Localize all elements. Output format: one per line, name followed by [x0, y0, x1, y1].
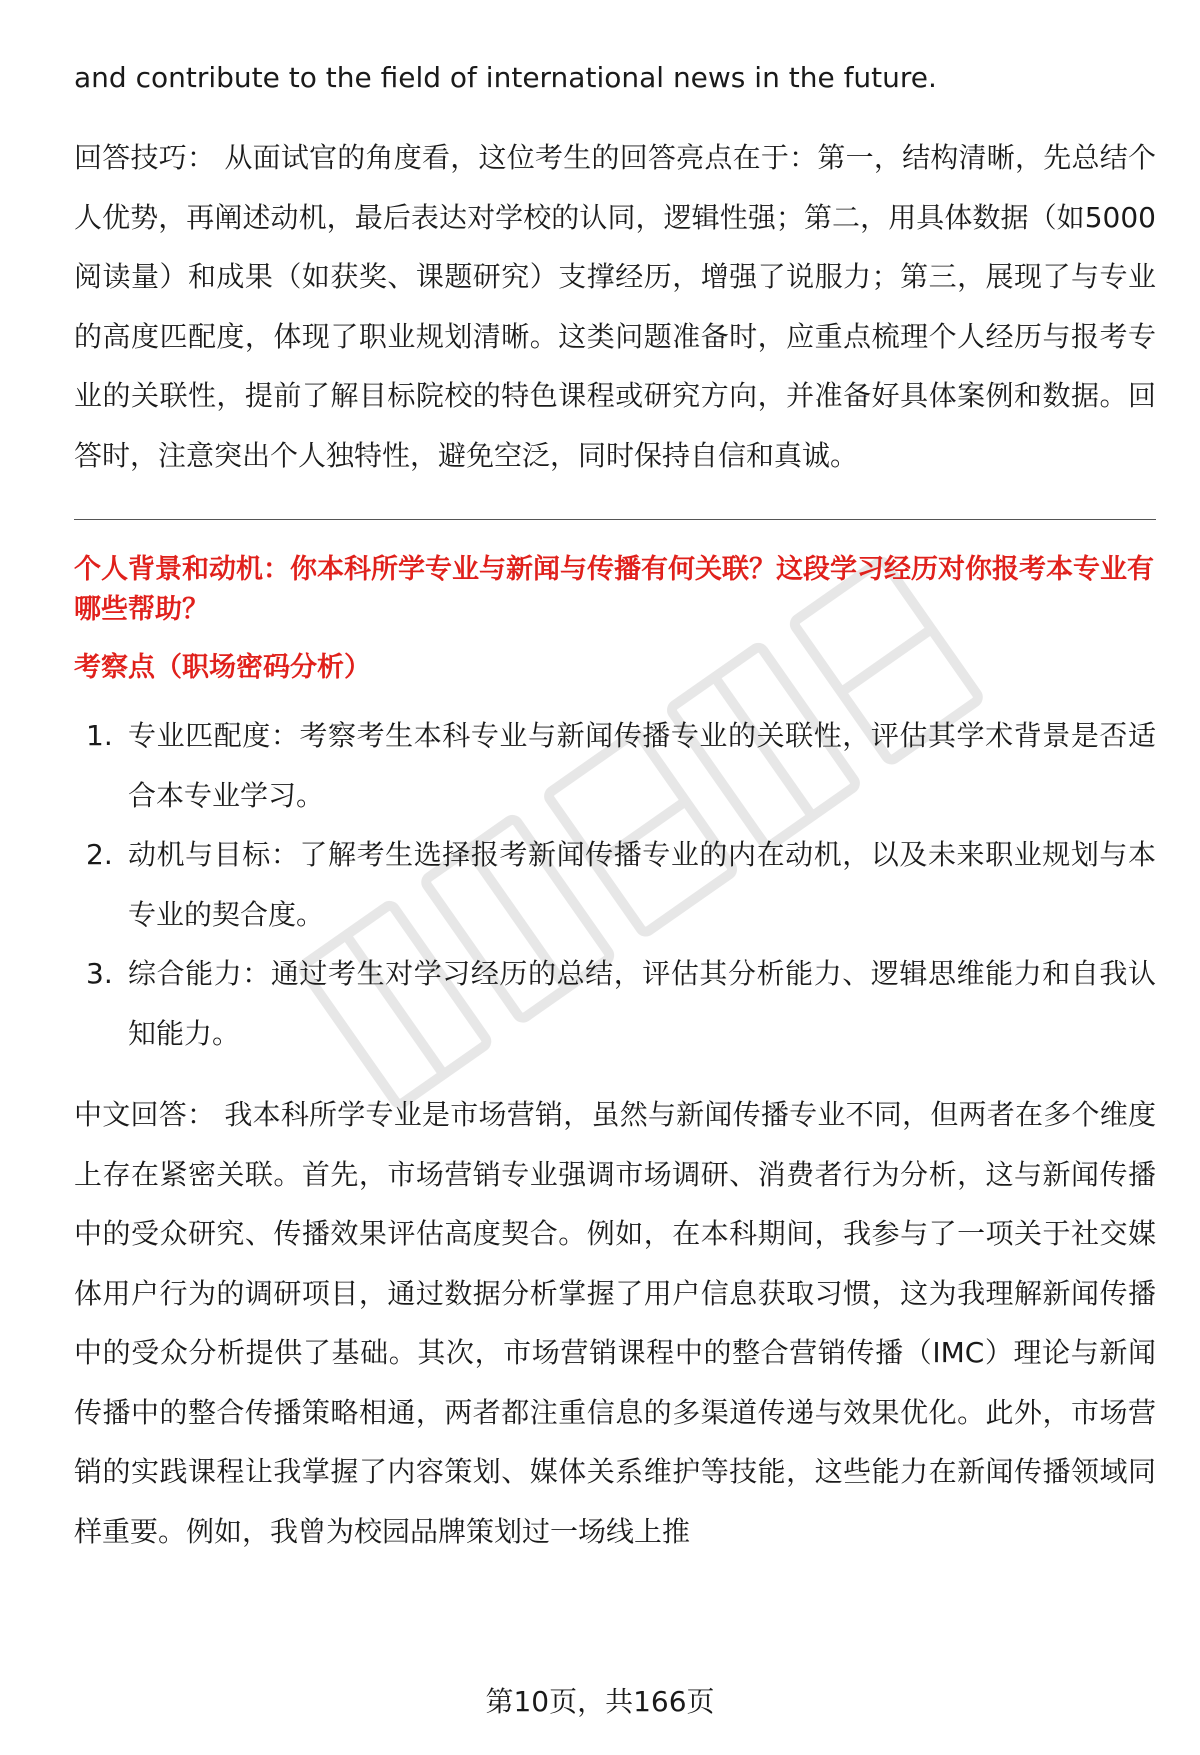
list-item-number: 2. — [86, 838, 113, 871]
intro-tail-text: and contribute to the field of international news in the future. — [74, 61, 937, 94]
list-item — [74, 706, 1156, 825]
list-item — [74, 944, 1156, 1063]
list-item — [74, 825, 1156, 944]
section-divider — [74, 519, 1156, 520]
list-item-text: 综合能力：通过考生对学习经历的总结，评估其分析能力、逻辑思维能力和自我认知能力。 — [128, 957, 1156, 1050]
list-item-text: 动机与目标：了解考生选择报考新闻传播专业的内在动机，以及未来职业规划与本专业的契合度。 — [128, 838, 1156, 931]
chinese-answer-paragraph — [74, 1085, 1156, 1561]
page-number-footer: 第10页，共166页 — [485, 1685, 715, 1718]
assessment-points-title: 考察点（职场密码分析） — [74, 652, 371, 683]
answer-tips-paragraph — [74, 128, 1156, 485]
tips-text: 从面试官的角度看，这位考生的回答亮点在于：第一，结构清晰，先总结个人优势，再阐述动机，最后表达对学校的认同，逻辑性强；第二，用具体数据（如5000阅读量）和成果（如获奖、课题研究）支撑经历，增强了说服力；第三，展现了与专业的高度匹配度，体现了职业规划清晰。这类问题准备时，应重点梳理个人经历与报考专业的关联性，提前了解目标院校的特色课程或研究方向，并准备好具体案例和数据。回答时，注意突出个人独特性，避免空泛，同时保持自信和真诚。 — [74, 141, 1156, 472]
answer-label: 中文回答： — [74, 1098, 216, 1131]
list-item-text: 专业匹配度：考察考生本科专业与新闻传播专业的关联性，评估其学术背景是否适合本专业学习。 — [128, 719, 1156, 812]
tips-label: 回答技巧： — [74, 141, 216, 174]
document-page — [74, 58, 1156, 1561]
question-title: 个人背景和动机：你本科所学专业与新闻与传播有何关联？这段学习经历对你报考本专业有哪些帮助？ — [74, 554, 1154, 625]
assessment-points-list — [74, 706, 1156, 1063]
answer-text: 我本科所学专业是市场营销，虽然与新闻传播专业不同，但两者在多个维度上存在紧密关联。首先，市场营销专业强调市场调研、消费者行为分析，这与新闻传播中的受众研究、传播效果评估高度契合。例如，在本科期间，我参与了一项关于社交媒体用户行为的调研项目，通过数据分析掌握了用户信息获取习惯，这为我理解新闻传播中的受众分析提供了基础。其次，市场营销课程中的整合营销传播（IMC）理论与新闻传播中的整合传播策略相通，两者都注重信息的多渠道传递与效果优化。此外，市场营销的实践课程让我掌握了内容策划、媒体关系维护等技能，这些能力在新闻传播领域同样重要。例如，我曾为校园品牌策划过一场线上推 — [74, 1098, 1156, 1548]
list-item-number: 1. — [86, 719, 113, 752]
list-item-number: 3. — [86, 957, 113, 990]
